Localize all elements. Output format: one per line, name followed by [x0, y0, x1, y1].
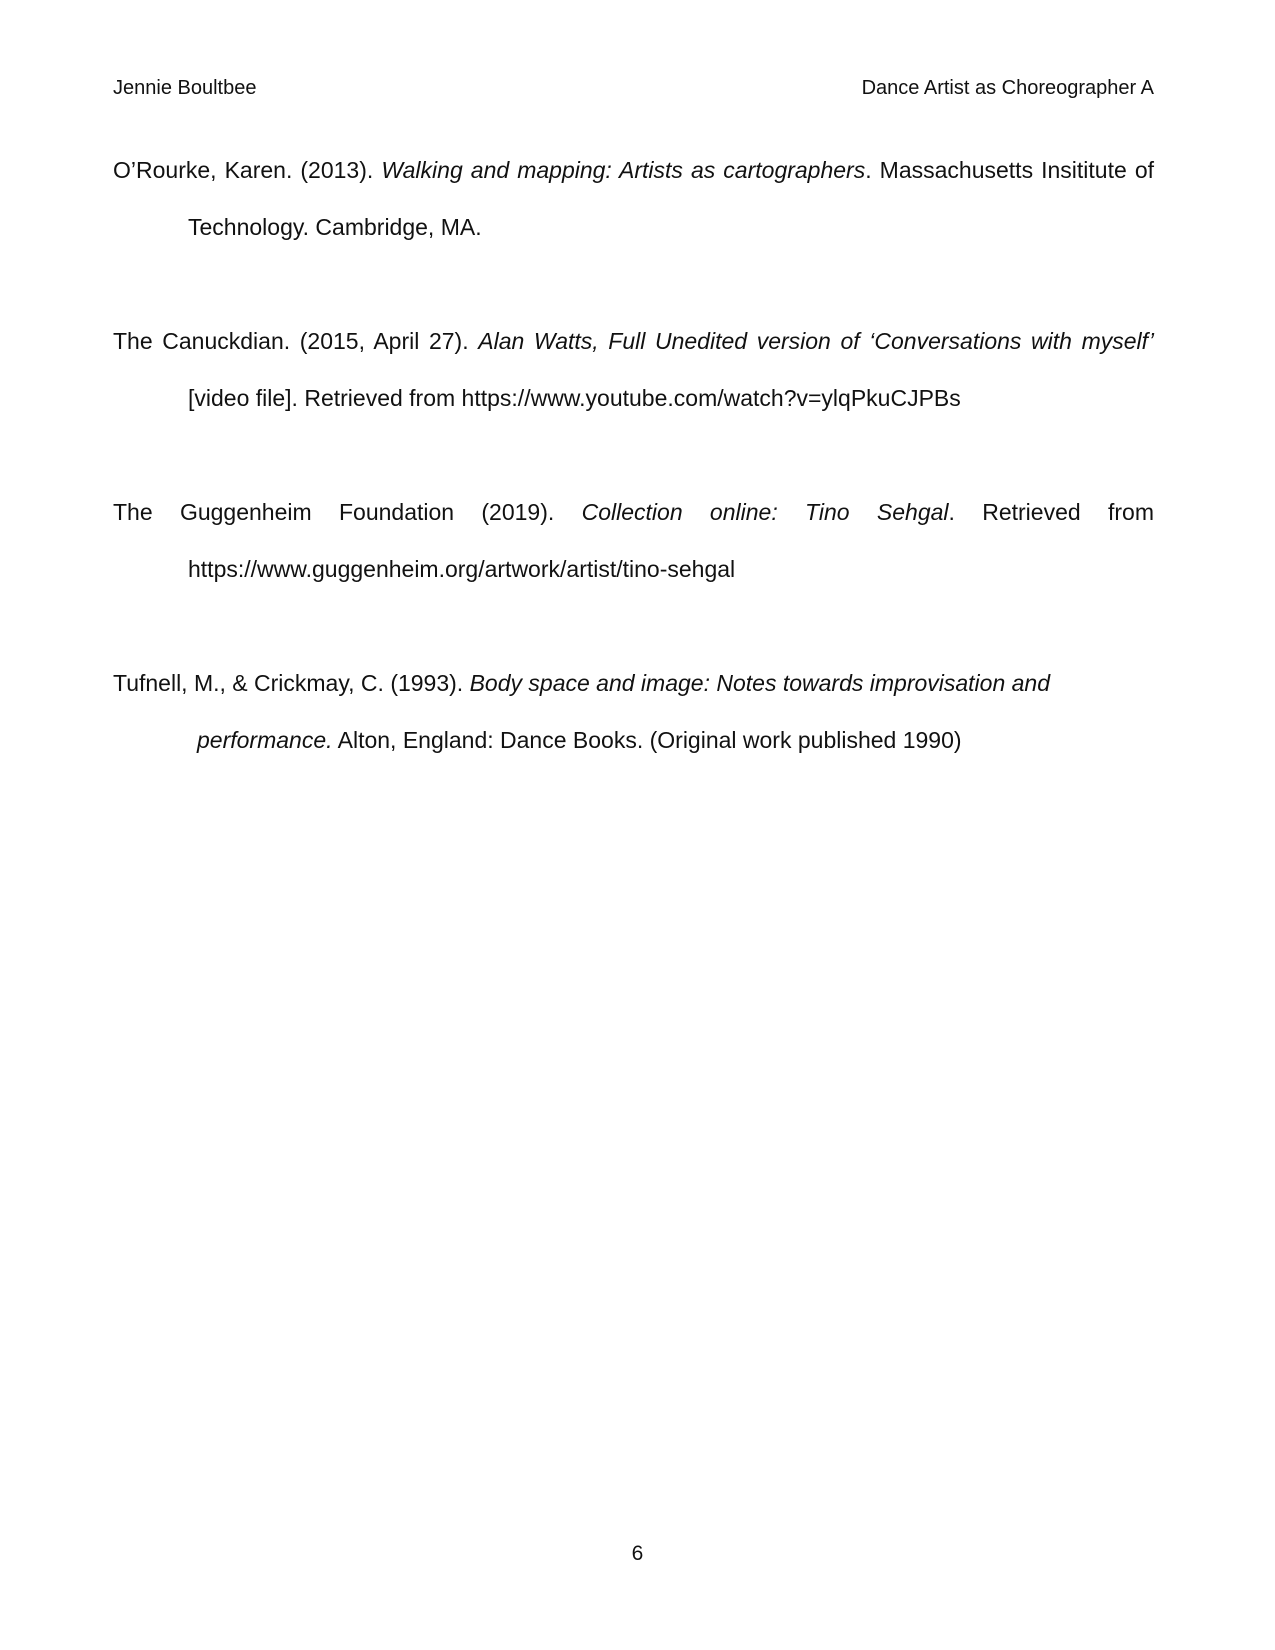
reference-list — [113, 142, 1154, 826]
page-number: 6 — [631, 1542, 644, 1565]
reference-author-date: The Guggenheim Foundation (2019). — [113, 499, 582, 525]
reference-author-date: O’Rourke, Karen. (2013). — [113, 157, 382, 183]
header-running-title: Dance Artist as Choreographer A — [861, 77, 1154, 99]
running-header — [113, 74, 1154, 102]
reference-title: Body space and image: Notes towards improvisation and — [469, 670, 1051, 696]
reference-title: Walking and mapping: Artists as cartographers — [381, 157, 866, 183]
reference-source: . Retrieved from https://www.guggenheim.org/artwork/artist/tino-sehgal — [188, 499, 1154, 582]
reference-source: . Massachusetts Insititute of Technology. Cambridge, MA. — [188, 157, 1155, 240]
reference-author-date: Tufnell, M., & Crickmay, C. (1993). — [113, 670, 470, 696]
reference-source: Alton, England: Dance Books. (Original work published 1990) — [332, 727, 962, 753]
reference-source: [video file]. Retrieved from https://www.youtube.com/watch?v=ylqPkuCJPBs — [188, 385, 961, 411]
reference-entry-guggenheim — [113, 484, 1154, 598]
header-author: Jennie Boultbee — [113, 77, 257, 99]
reference-title: Collection online: Tino Sehgal — [581, 499, 949, 525]
reference-title-continued: performance. — [197, 727, 333, 753]
reference-entry-orourke — [113, 142, 1154, 256]
reference-entry-tufnell — [113, 655, 1154, 769]
reference-title: Alan Watts, Full Unedited version of ‘Conversations with myself’ — [478, 328, 1154, 354]
reference-author-date: The Canuckdian. (2015, April 27). — [113, 328, 479, 354]
reference-entry-canuckdian — [113, 313, 1154, 427]
